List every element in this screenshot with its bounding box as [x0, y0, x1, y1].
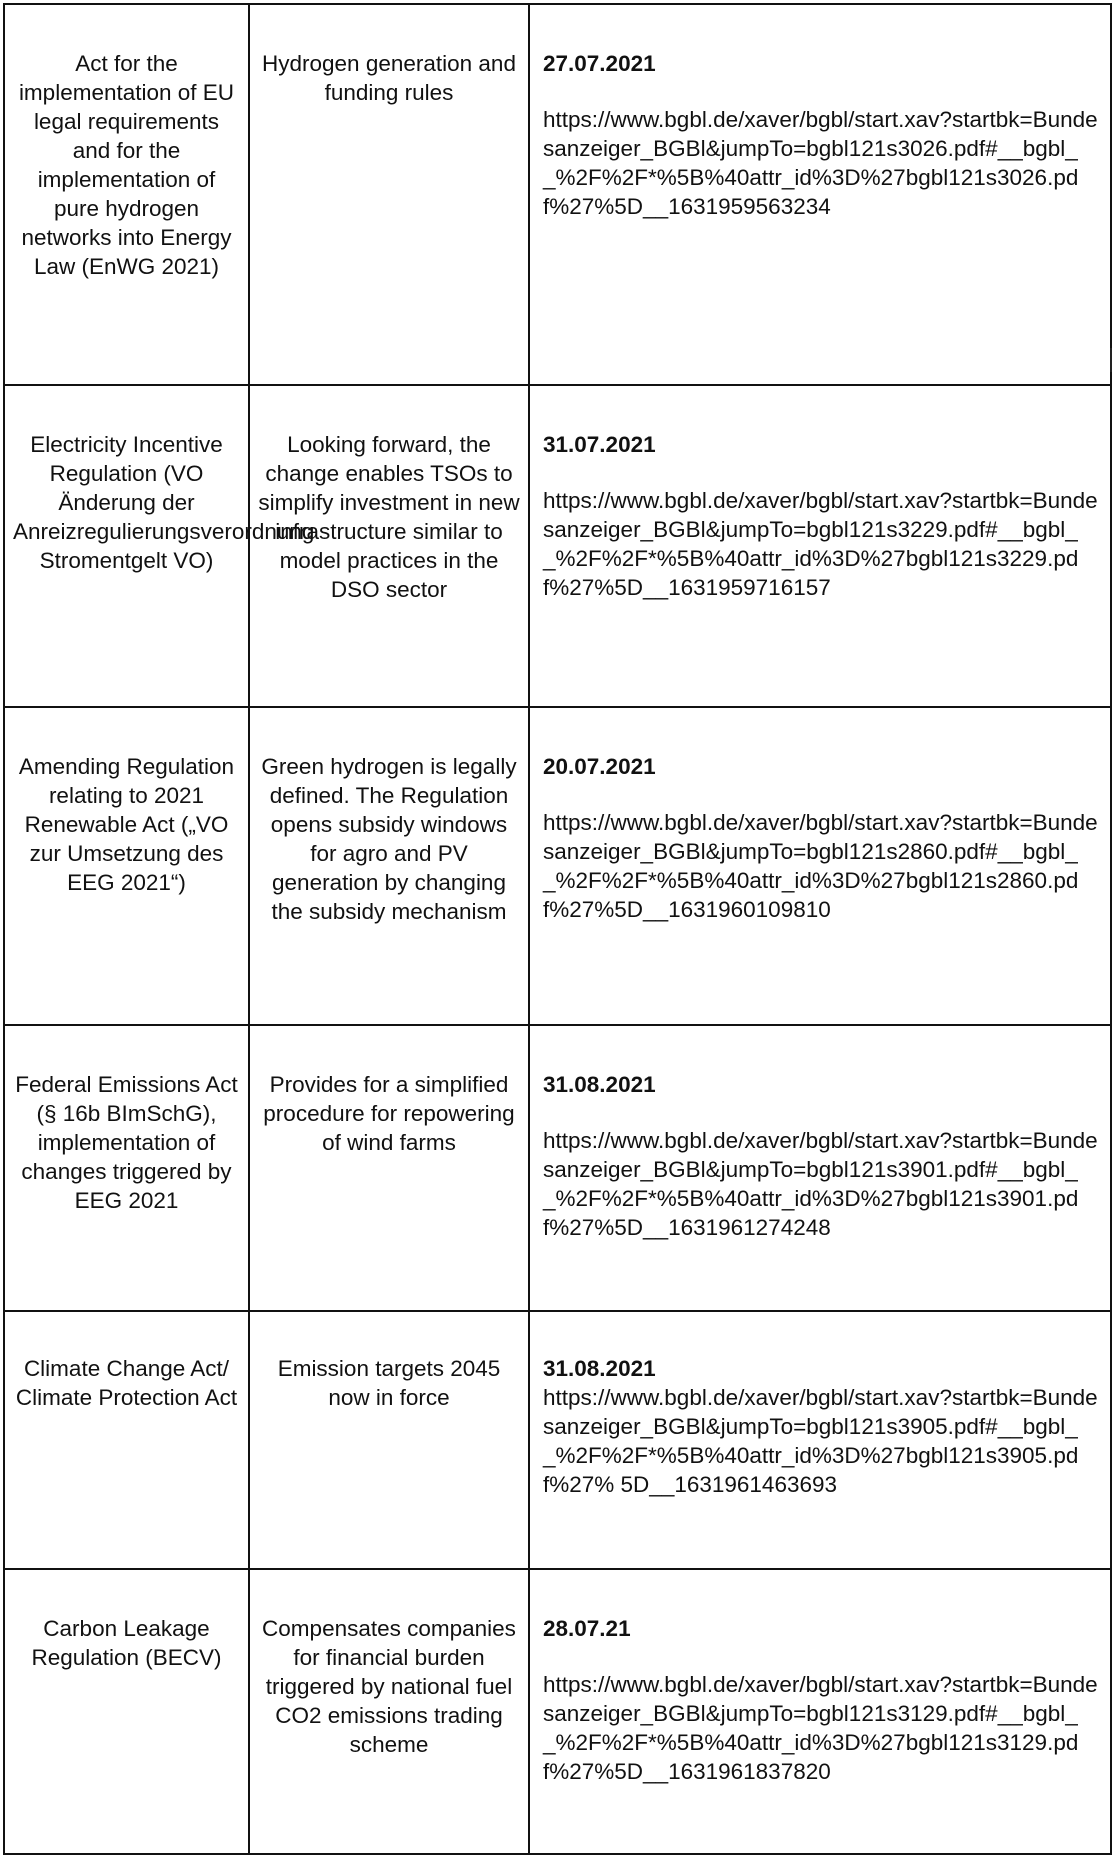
law-link[interactable]: https://www.bgbl.de/xaver/bgbl/start.xav?startbk=Bundesanzeiger_BGBl&jumpTo=bgbl121s3901.pdf#__bgbl__%2F%2F*%5B%40attr_id%3D%27bgbl121s3901.pdf%27%5D__1631961274248: [543, 1128, 1098, 1240]
law-date: 27.07.2021: [543, 51, 656, 76]
table-row: [4, 4, 1111, 385]
law-date: 31.08.2021: [543, 1356, 656, 1381]
table-row: [4, 707, 1111, 1025]
law-description-cell: Compensates companies for financial burden triggered by national fuel CO2 emissions trading scheme: [249, 1569, 529, 1854]
law-description-cell: Green hydrogen is legally defined. The Regulation opens subsidy windows for agro and PV generation by changing the subsidy mechanism: [249, 707, 529, 1025]
law-link[interactable]: https://www.bgbl.de/xaver/bgbl/start.xav?startbk=Bundesanzeiger_BGBl&jumpTo=bgbl121s3129.pdf#__bgbl__%2F%2F*%5B%40attr_id%3D%27bgbl121s3129.pdf%27%5D__1631961837820: [543, 1672, 1098, 1784]
law-description-cell: Looking forward, the change enables TSOs to simplify investment in new infrastructure similar to model practices in the DSO sector: [249, 385, 529, 707]
law-name-cell: Federal Emissions Act (§ 16b BImSchG), implementation of changes triggered by EEG 2021: [4, 1025, 249, 1311]
table-row: [4, 1311, 1111, 1569]
law-description-cell: Provides for a simplified procedure for repowering of wind farms: [249, 1025, 529, 1311]
text-cursor: [1110, 348, 1112, 372]
law-description-cell: Emission targets 2045 now in force: [249, 1311, 529, 1569]
law-reference-cell: [529, 4, 1111, 385]
law-reference-cell: [529, 707, 1111, 1025]
law-description-cell: Hydrogen generation and funding rules: [249, 4, 529, 385]
table-row: [4, 1569, 1111, 1854]
legislation-table: [3, 3, 1112, 1855]
law-name-cell: Climate Change Act/ Climate Protection Act: [4, 1311, 249, 1569]
law-reference-cell: [529, 385, 1111, 707]
law-name-cell: Act for the implementation of EU legal requirements and for the implementation of pure hydrogen networks into Energy Law (EnWG 2021): [4, 4, 249, 385]
law-reference-cell: [529, 1025, 1111, 1311]
table-row: [4, 1025, 1111, 1311]
law-link[interactable]: https://www.bgbl.de/xaver/bgbl/start.xav?startbk=Bundesanzeiger_BGBl&jumpTo=bgbl121s3905.pdf#__bgbl__%2F%2F*%5B%40attr_id%3D%27bgbl121s3905.pdf%27% 5D__1631961463693: [543, 1385, 1098, 1497]
law-link[interactable]: https://www.bgbl.de/xaver/bgbl/start.xav?startbk=Bundesanzeiger_BGBl&jumpTo=bgbl121s2860.pdf#__bgbl__%2F%2F*%5B%40attr_id%3D%27bgbl121s2860.pdf%27%5D__1631960109810: [543, 810, 1098, 922]
law-name-cell: Amending Regulation relating to 2021 Renewable Act („VO zur Umsetzung des EEG 2021“): [4, 707, 249, 1025]
law-date: 20.07.2021: [543, 754, 656, 779]
law-date: 28.07.21: [543, 1616, 631, 1641]
law-date: 31.08.2021: [543, 1072, 656, 1097]
law-link[interactable]: https://www.bgbl.de/xaver/bgbl/start.xav?startbk=Bundesanzeiger_BGBl&jumpTo=bgbl121s3026.pdf#__bgbl__%2F%2F*%5B%40attr_id%3D%27bgbl121s3026.pdf%27%5D__1631959563234: [543, 107, 1098, 219]
law-date: 31.07.2021: [543, 432, 656, 457]
table-row: [4, 385, 1111, 707]
law-name-cell: Electricity Incentive Regulation (VO Änderung der Anreizregulierungsverordnung Stromentgelt VO): [4, 385, 249, 707]
law-name-cell: Carbon Leakage Regulation (BECV): [4, 1569, 249, 1854]
law-reference-cell: [529, 1569, 1111, 1854]
law-link[interactable]: https://www.bgbl.de/xaver/bgbl/start.xav?startbk=Bundesanzeiger_BGBl&jumpTo=bgbl121s3229.pdf#__bgbl__%2F%2F*%5B%40attr_id%3D%27bgbl121s3229.pdf%27%5D__1631959716157: [543, 488, 1098, 600]
law-reference-cell: [529, 1311, 1111, 1569]
